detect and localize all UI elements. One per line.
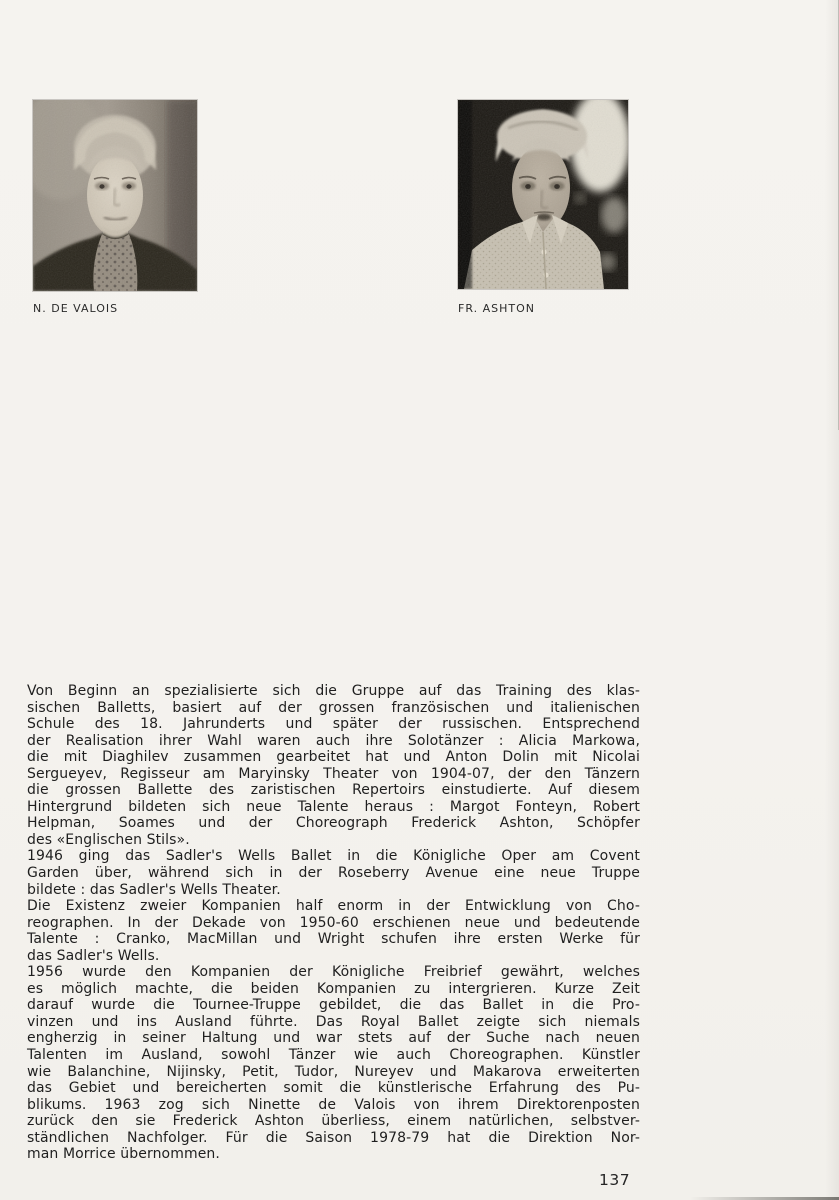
text-line: Sergueyev, Regisseur am Maryinsky Theater von 1904-07, der den Tänzern <box>27 765 640 782</box>
text-line: vinzen und ins Ausland führte. Das Royal Ballet zeigte sich niemals <box>27 1013 640 1030</box>
text-line: Talenten im Ausland, sowohl Tänzer wie auch Choreographen. Künstler <box>27 1047 640 1064</box>
text-line: wie Balanchine, Nijinsky, Petit, Tudor, Nureyev und Makarova erweiterten <box>27 1063 640 1080</box>
page-number: 137 <box>599 1171 631 1189</box>
text-line: bildete : das Sadler's Wells Theater. <box>27 881 281 898</box>
text-line: Talente : Cranko, MacMillan und Wright schufen ihre ersten Werke für <box>27 931 640 948</box>
text-line: das Sadler's Wells. <box>27 947 160 964</box>
text-line: Von Beginn an spezialisierte sich die Gruppe auf das Training des klas- <box>27 683 640 699</box>
text-line: Hintergrund bildeten sich neue Talente heraus : Margot Fonteyn, Robert <box>27 798 640 815</box>
figure-ashton <box>458 100 628 315</box>
text-line: blikums. 1963 zog sich Ninette de Valois von ihrem Direktorenposten <box>27 1096 640 1113</box>
text-line: reographen. In der Dekade von 1950-60 erschienen neue und bedeutende <box>27 914 640 931</box>
text-line: Die Existenz zweier Kompanien half enorm in der Entwicklung von Cho- <box>27 898 640 915</box>
text-line: der Realisation ihrer Wahl waren auch ihre Solotänzer : Alicia Markowa, <box>27 732 640 749</box>
text-line: zurück den sie Frederick Ashton überliess, einem natürlichen, selbstver- <box>27 1113 640 1130</box>
text-line: Helpman, Soames und der Choreograph Frederick Ashton, Schöpfer <box>27 815 640 832</box>
text-line: das Gebiet und bereicherten somit die künstlerische Erfahrung des Pu- <box>27 1080 640 1097</box>
text-line: 1956 wurde den Kompanien der Königliche Freibrief gewährt, welches <box>27 964 640 981</box>
text-line: die mit Diaghilev zusammen gearbeitet hat und Anton Dolin mit Nicolai <box>27 749 640 766</box>
portrait-photo-ashton <box>458 100 628 289</box>
text-line: des «Englischen Stils». <box>27 831 190 848</box>
text-line: 1946 ging das Sadler's Wells Ballet in die Königliche Oper am Covent <box>27 848 640 865</box>
body-text <box>27 683 640 1163</box>
figure-de-valois <box>33 100 197 315</box>
text-line: darauf wurde die Tournee-Truppe gebildet, die das Ballet in die Pro- <box>27 997 640 1014</box>
photo-caption-ashton: FR. ASHTON <box>458 302 535 315</box>
text-line: sischen Balletts, basiert auf der grossen französischen und italienischen <box>27 699 640 716</box>
text-line: man Morrice übernommen. <box>27 1146 220 1163</box>
text-line: engherzig in seiner Haltung und war stets auf der Suche nach neuen <box>27 1030 640 1047</box>
text-line: Schule des 18. Jahrunderts und später der russischen. Entsprechend <box>27 716 640 733</box>
scan-right-shade <box>825 0 839 1200</box>
text-line: Garden über, während sich in der Roseberry Avenue eine neue Truppe <box>27 865 640 882</box>
text-line: die grossen Ballette des zaristischen Repertoirs einstudierte. Auf diesem <box>27 782 640 799</box>
photo-caption-de-valois: N. DE VALOIS <box>33 302 119 315</box>
text-line: ständlichen Nachfolger. Für die Saison 1978-79 hat die Direktion Nor- <box>27 1129 640 1146</box>
text-line: es möglich machte, die beiden Kompanien zu intergrieren. Kurze Zeit <box>27 980 640 997</box>
portrait-photo-de-valois <box>33 100 197 291</box>
